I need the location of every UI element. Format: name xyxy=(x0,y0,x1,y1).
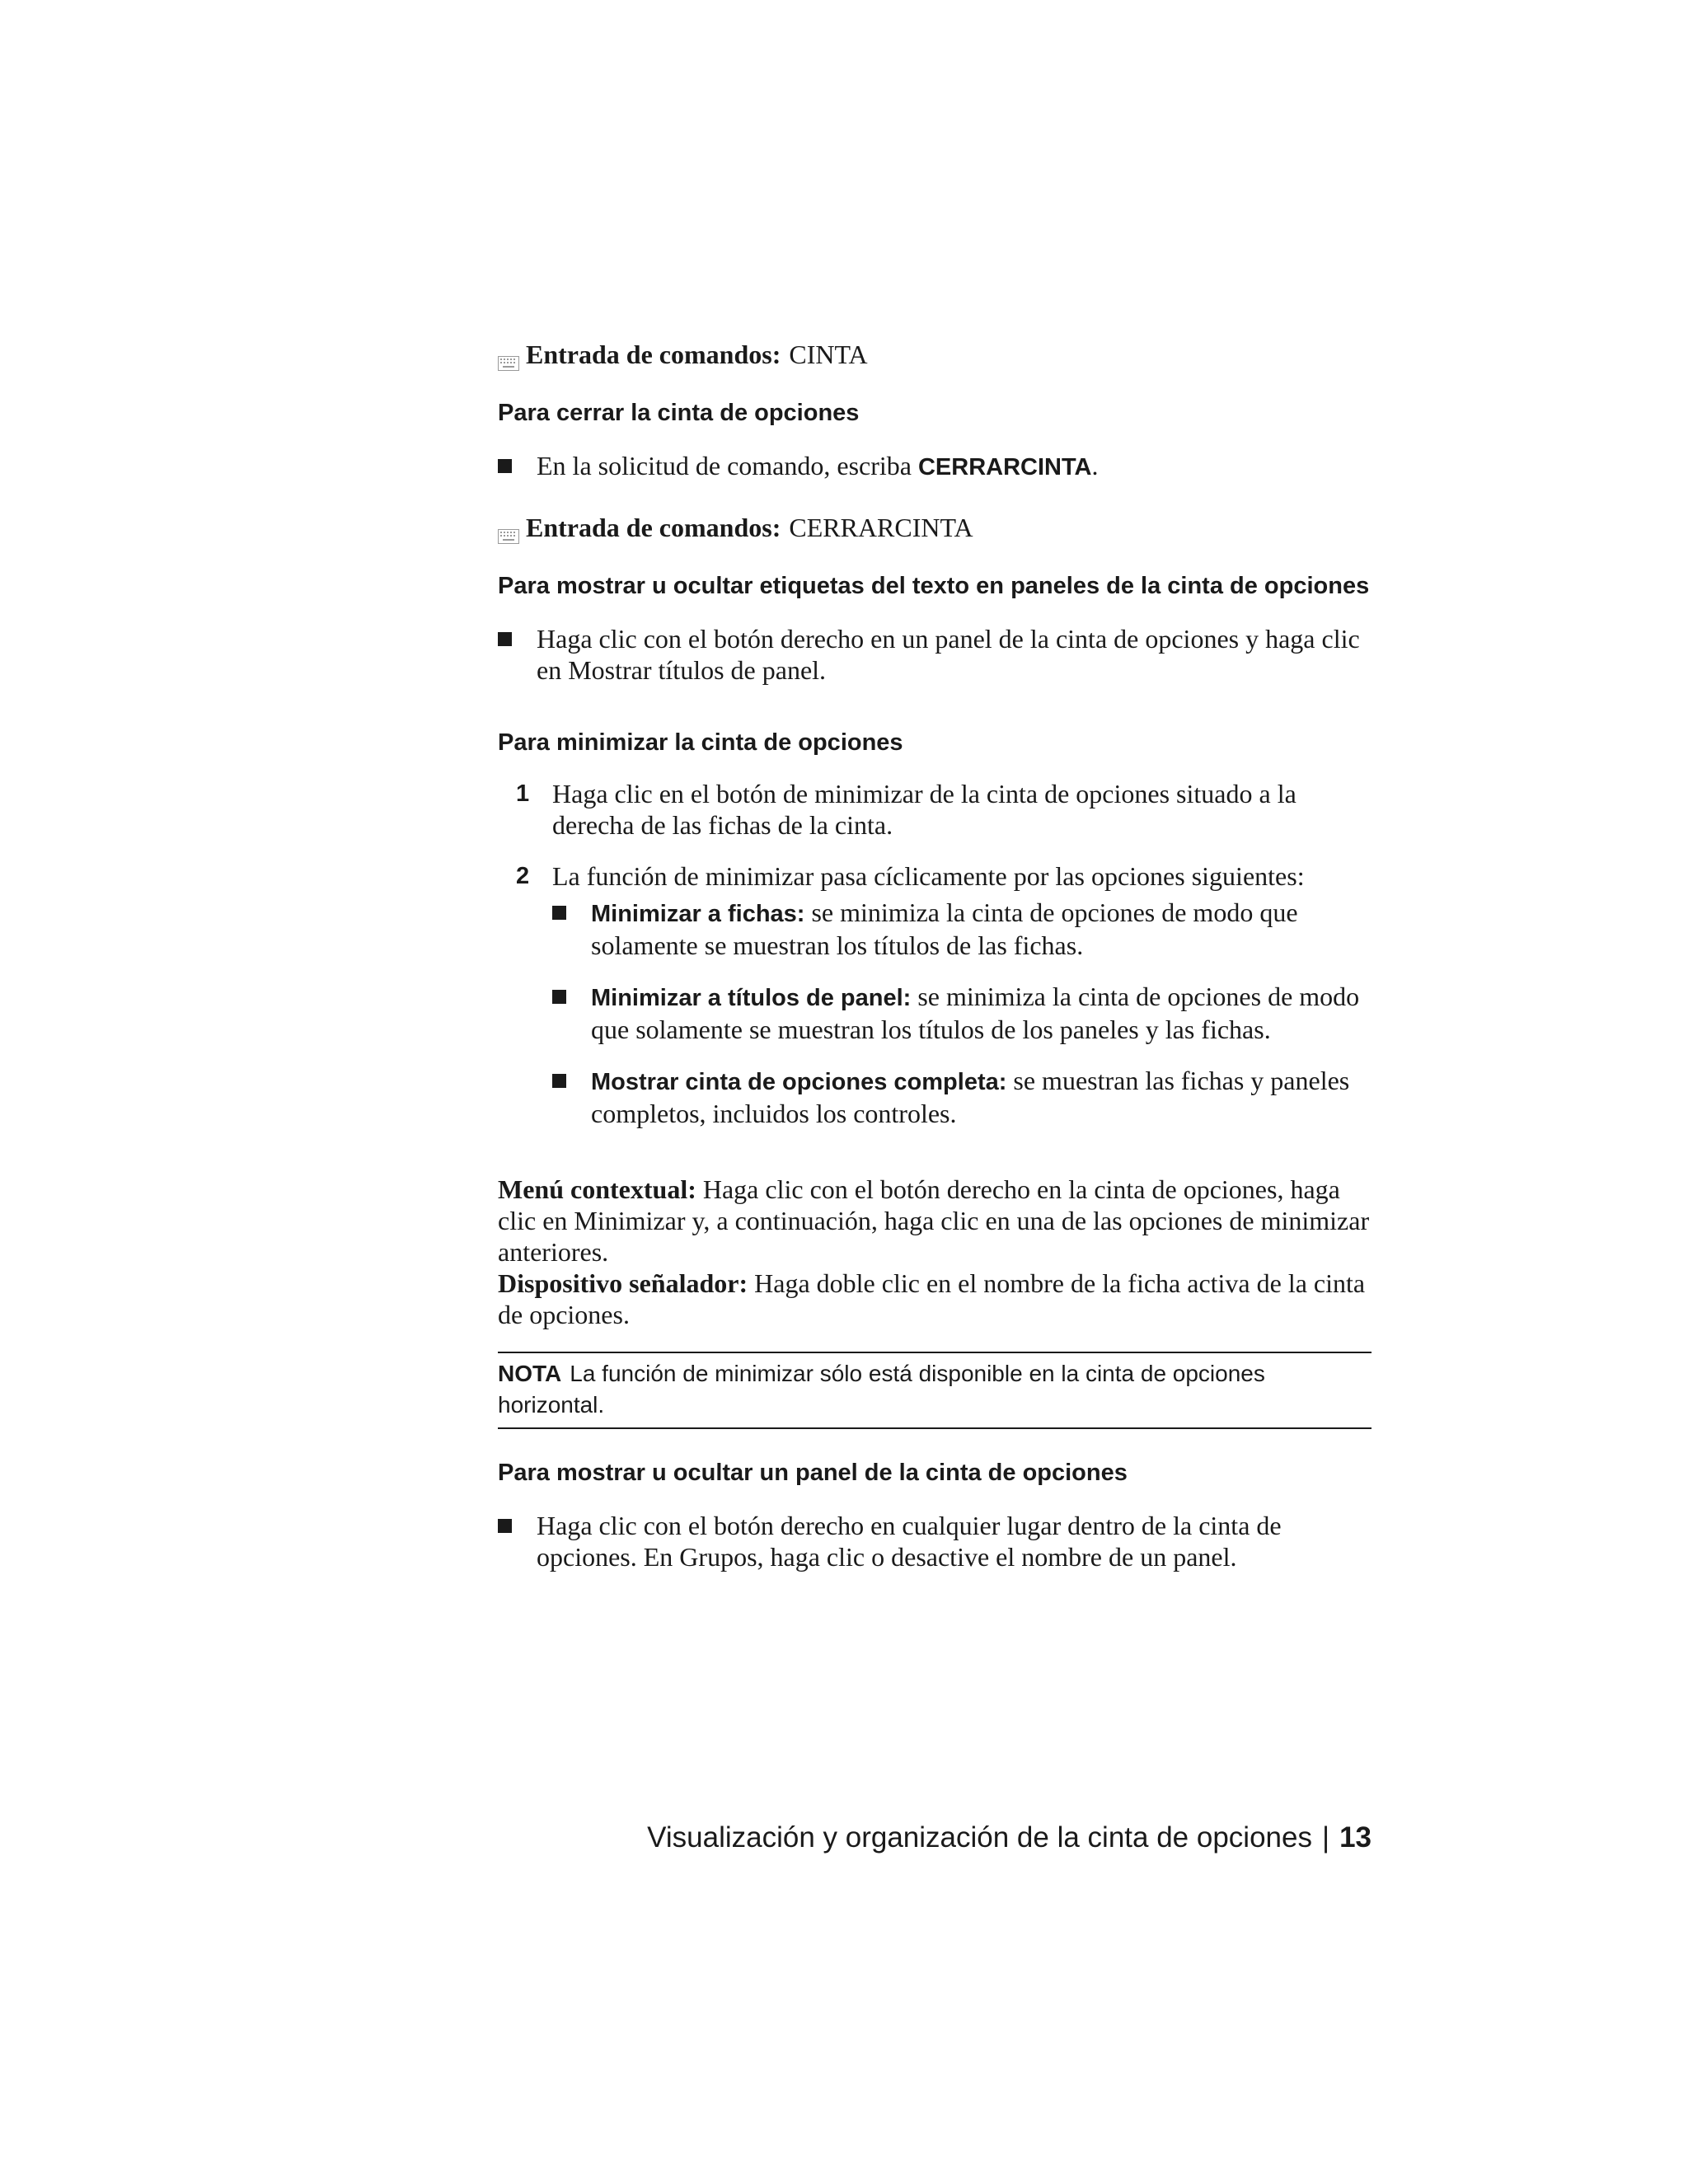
numbered-step xyxy=(498,860,1372,892)
bullet-square-icon xyxy=(552,906,566,920)
option-term: Mostrar cinta de opciones completa: xyxy=(591,1069,1007,1095)
bullet-text: En la solicitud de comando, escriba xyxy=(537,451,918,480)
list-item xyxy=(552,897,1372,961)
step-number: 2 xyxy=(516,863,530,889)
command-entry-cerrarcinta xyxy=(498,511,1372,544)
numbered-step xyxy=(498,778,1372,841)
option-desc: se minimiza la cinta de opciones de modo que solamente se muestran los títulos de las fichas. xyxy=(591,898,1298,960)
context-menu-label: Menú contextual: xyxy=(498,1174,696,1204)
option-term: Minimizar a títulos de panel: xyxy=(591,985,912,1011)
keyboard-icon xyxy=(498,345,519,360)
bullet-text: Haga clic con el botón derecho en cualquier lugar dentro de la cinta de opciones. En Grupos, haga clic o desactive el nombre de un panel. xyxy=(537,1511,1282,1572)
bullet-square-icon xyxy=(498,632,512,646)
step-number: 1 xyxy=(516,780,530,807)
step-text: La función de minimizar pasa cíclicamente por las opciones siguientes: xyxy=(552,861,1305,891)
command-entry-label: Entrada de comandos: xyxy=(526,513,781,542)
command-name: CERRARCINTA xyxy=(917,454,1092,480)
note-text: La función de minimizar sólo está disponible en la cinta de opciones horizontal. xyxy=(498,1361,1265,1418)
context-menu-paragraph xyxy=(498,1174,1372,1268)
footer-separator: | xyxy=(1321,1821,1330,1854)
footer-title: Visualización y organización de la cinta de opciones xyxy=(647,1821,1312,1854)
page-number: 13 xyxy=(1339,1821,1372,1854)
command-entry-value: CINTA xyxy=(789,340,868,369)
list-item xyxy=(498,450,1372,483)
option-desc: se minimiza la cinta de opciones de modo que solamente se muestran los títulos de los paneles y las fichas. xyxy=(591,982,1360,1044)
list-item xyxy=(498,1510,1372,1572)
keyboard-icon xyxy=(498,518,519,533)
option-term: Minimizar a fichas: xyxy=(591,901,805,927)
bullet-square-icon xyxy=(498,1519,512,1533)
note-label: NOTA xyxy=(498,1361,562,1386)
minimize-options-list xyxy=(552,897,1372,1129)
page-footer xyxy=(647,1820,1372,1856)
step-text: Haga clic en el botón de minimizar de la cinta de opciones situado a la derecha de las fichas de la cinta. xyxy=(552,779,1296,840)
note-box xyxy=(498,1352,1372,1429)
heading-show-hide-panel: Para mostrar u ocultar un panel de la cinta de opciones xyxy=(498,1460,1128,1486)
heading-close-ribbon: Para cerrar la cinta de opciones xyxy=(498,400,860,426)
command-entry-label: Entrada de comandos: xyxy=(526,340,781,369)
command-entry-value: CERRARCINTA xyxy=(789,513,973,542)
pointing-device-label: Dispositivo señalador: xyxy=(498,1268,748,1298)
list-item xyxy=(498,623,1372,686)
pointing-device-text: Haga doble clic en el nombre de la ficha activa de la cinta de opciones. xyxy=(498,1268,1366,1329)
command-entry-cinta xyxy=(498,338,1372,371)
bullet-square-icon xyxy=(552,990,566,1004)
bullet-square-icon xyxy=(498,459,512,473)
context-menu-text: Haga clic con el botón derecho en la cinta de opciones, haga clic en Minimizar y, a continuación, haga clic en una de las opciones de minimizar anteriores. xyxy=(498,1174,1370,1267)
option-desc: se muestran las fichas y paneles completos, incluidos los controles. xyxy=(591,1066,1350,1128)
heading-minimize-ribbon: Para minimizar la cinta de opciones xyxy=(498,729,903,756)
page-content xyxy=(498,338,1372,1572)
pointing-device-paragraph xyxy=(498,1268,1372,1330)
bullet-square-icon xyxy=(552,1074,566,1088)
list-item xyxy=(552,1065,1372,1129)
bullet-suffix: . xyxy=(1091,451,1099,480)
list-item xyxy=(552,981,1372,1045)
bullet-text: Haga clic con el botón derecho en un panel de la cinta de opciones y haga clic en Mostrar títulos de panel. xyxy=(537,624,1360,685)
heading-show-hide-labels: Para mostrar u ocultar etiquetas del texto en paneles de la cinta de opciones xyxy=(498,573,1370,599)
